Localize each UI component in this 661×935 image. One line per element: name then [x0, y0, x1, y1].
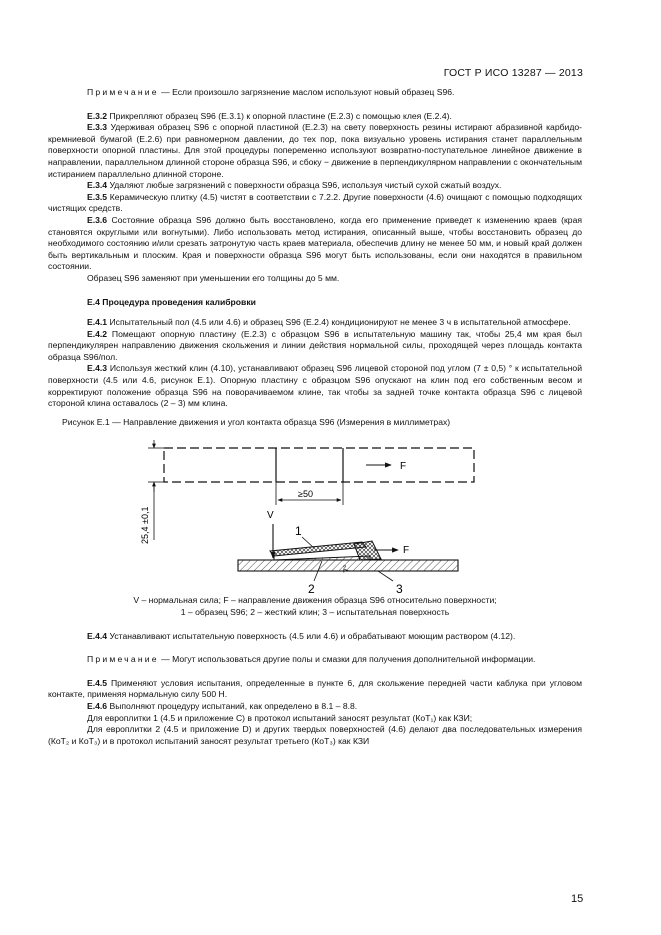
clause-text: Помещают опорную пластину (Е.2.3) с образцом S96 в испытательную машину так, чтобы 25,4 мм края был перпендикулярен направлению движения скольжения и линии действия нормальной силы, проходящей через площадь контакта образца S96/пол. — [48, 328, 582, 362]
note-label: Примечание — [87, 87, 159, 97]
angle-label: 7° — [342, 564, 352, 574]
clause-e32 — [48, 111, 582, 123]
clause-e45 — [48, 678, 582, 701]
clause-number: Е.4.6 — [87, 701, 108, 711]
specimen-top-view — [164, 448, 474, 482]
figure-caption: Рисунок Е.1 — Направление движения и угол контакта образца S96 (Измерения в миллиметрах) — [62, 416, 451, 427]
clause-number: Е.3.6 — [87, 214, 108, 225]
clause-text: Испытательный пол (4.5 или 4.6) и образец S96 (Е.2.4) кондиционируют не менее 3 ч в испытательной атмосфере. — [107, 317, 571, 328]
clause-number: Е.4.3 — [87, 363, 108, 374]
clause-e36-continuation: Образец S96 заменяют при уменьшении его толщины до 5 мм. — [87, 272, 340, 283]
figure-e1 — [48, 430, 582, 595]
dimension-25-label: 25,4 ±0,1 — [140, 506, 150, 545]
clause-text: Керамическую плитку (4.5) чистят в соответствии с 7.2.2. Другие поверхности (4.6) очищают с помощью подходящих чистящих средств. — [48, 191, 582, 214]
clause-number: Е.4.5 — [87, 677, 108, 688]
clause-number: Е.3.2 — [87, 110, 108, 121]
figure-legend-line-1: V – нормальная сила; F – направление движения образца S96 относительно поверхности; — [133, 595, 497, 606]
leader-line-1 — [302, 537, 314, 548]
label-f-bottom: F — [403, 545, 410, 557]
clause-e42 — [48, 329, 582, 364]
clause-e46 — [48, 701, 582, 713]
clause-text: Устанавливают испытательную поверхность (4.5 или 4.6) и обрабатывают моющим раствором (4.12). — [107, 630, 516, 641]
clause-e43 — [48, 363, 582, 409]
section-title-e4: Е.4 Процедура проведения калибровки — [87, 296, 256, 307]
clause-text: Состояние образца S96 должно быть восстановлено, когда его применение приведет к изменению краев (края становятся округлыми или вогнутыми). Либо использовать метод истирания, описанный выше, чтобы восстановить образец до необходимого состоянию и/или срезать затронутую часть краев материала, обеспечив длину не менее 50 мм, и новый край должен быть вертикальным и плоским. Края и поверхности образца S96 могут быть использованы, если они находятся в правильном состоянии. — [48, 214, 582, 272]
clause-e36 — [48, 215, 582, 273]
clause-text: Выполняют процедуру испытаний, как определено в 8.1 – 8.8. — [107, 701, 358, 711]
clause-e33 — [48, 122, 582, 180]
clause-e41 — [48, 317, 582, 329]
label-v: V — [267, 510, 274, 522]
clause-text: Прикрепляют образец S96 (Е.3.1) к опорной пластине (Е.2.3) с помощью клея (Е.2.4). — [107, 110, 452, 121]
clause-e46-eurotile-1: Для европлитки 1 (4.5 и приложение С) в протокол испытаний заносят результат (КоТ₁) как КЗИ; — [87, 712, 473, 723]
clause-number: Е.4.1 — [87, 317, 108, 328]
label-f-top: F — [400, 461, 407, 473]
document-body — [48, 87, 582, 747]
clause-e34 — [48, 180, 582, 192]
clause-e46-eurotile-2: Для европлитки 2 (4.5 и приложение D) и других твердых поверхностей (4.6) делают два последовательных измерения (КоТ₂ и КоТ₃) и в протокол испытаний заносят результат третьего (КоТ₃) как КЗИ — [48, 724, 582, 746]
clause-text: Используя жесткий клин (4.10), устанавливают образец S96 лицевой стороной под углом (7 ± 0,5) ° к испытательной поверхности (4.5 или 4.6, рисунок Е.1). Опорную пластину с образцом S96 опускают на клин под его собственным весом и корректируют положение образца S96 на поворачиваемом клине, так чтобы за задней точке контакта образца S96 с лицевой стороной клина оставалось (2 – 3) мм клина. — [48, 363, 582, 409]
specimen-s96 — [270, 542, 366, 556]
label-3: 3 — [396, 582, 403, 596]
label-1: 1 — [295, 524, 302, 539]
note-1 — [48, 87, 582, 99]
note-text: — Могут использоваться другие полы и смазки для получения дополнительной информации. — [158, 654, 536, 665]
clause-number: Е.3.3 — [87, 122, 108, 133]
rigid-wedge — [274, 556, 370, 560]
clause-number: Е.4.4 — [87, 630, 108, 641]
note-text: — Если произошло загрязнение маслом используют новый образец S96. — [158, 87, 455, 97]
page-number: 15 — [571, 893, 584, 905]
clause-number: Е.3.5 — [87, 191, 108, 202]
figure-diagram — [48, 430, 582, 595]
label-2: 2 — [308, 582, 315, 596]
clause-text: Удаляют любые загрязнений с поверхности образца S96, используя чистый сухой сжатый воздух. — [107, 180, 502, 191]
clause-number: Е.4.2 — [87, 328, 108, 339]
note-2 — [48, 654, 582, 666]
clause-number: Е.3.4 — [87, 180, 108, 191]
note-label: Примечание — [87, 654, 159, 665]
clause-text: Удерживая образец S96 с опорной пластиной (Е.2.3) на свету поверхность резины истирают абразивной карбидо-кремниевой бумагой (Е.2.6) при равномерном давлении, до тех пор, пока визуально уровень истирания станет параллельным поверхности опорной пластины. Для этой процедуры попеременно используют возвратно-поступательное линейное движение в направлении, параллельном длинной стороне образца S96, и сбоку − движение в перпендикулярном направлении с окончательным истиранием параллельно длинной стороне. — [48, 122, 582, 179]
document-header: ГОСТ Р ИСО 13287 — 2013 — [443, 67, 583, 79]
figure-legend-line-2: 1 – образец S96; 2 – жесткий клин; 3 – испытательная поверхность — [180, 607, 450, 618]
leader-line-3 — [378, 571, 393, 581]
clause-text: Применяют условия испытания, определенные в пункте 6, для скольжение передней части каблука при угловом контакте, применяя нормальную силу 500 Н. — [48, 677, 582, 700]
clause-e44 — [48, 631, 582, 643]
clause-e35 — [48, 192, 582, 215]
dimension-50-label: ≥50 — [298, 489, 313, 500]
